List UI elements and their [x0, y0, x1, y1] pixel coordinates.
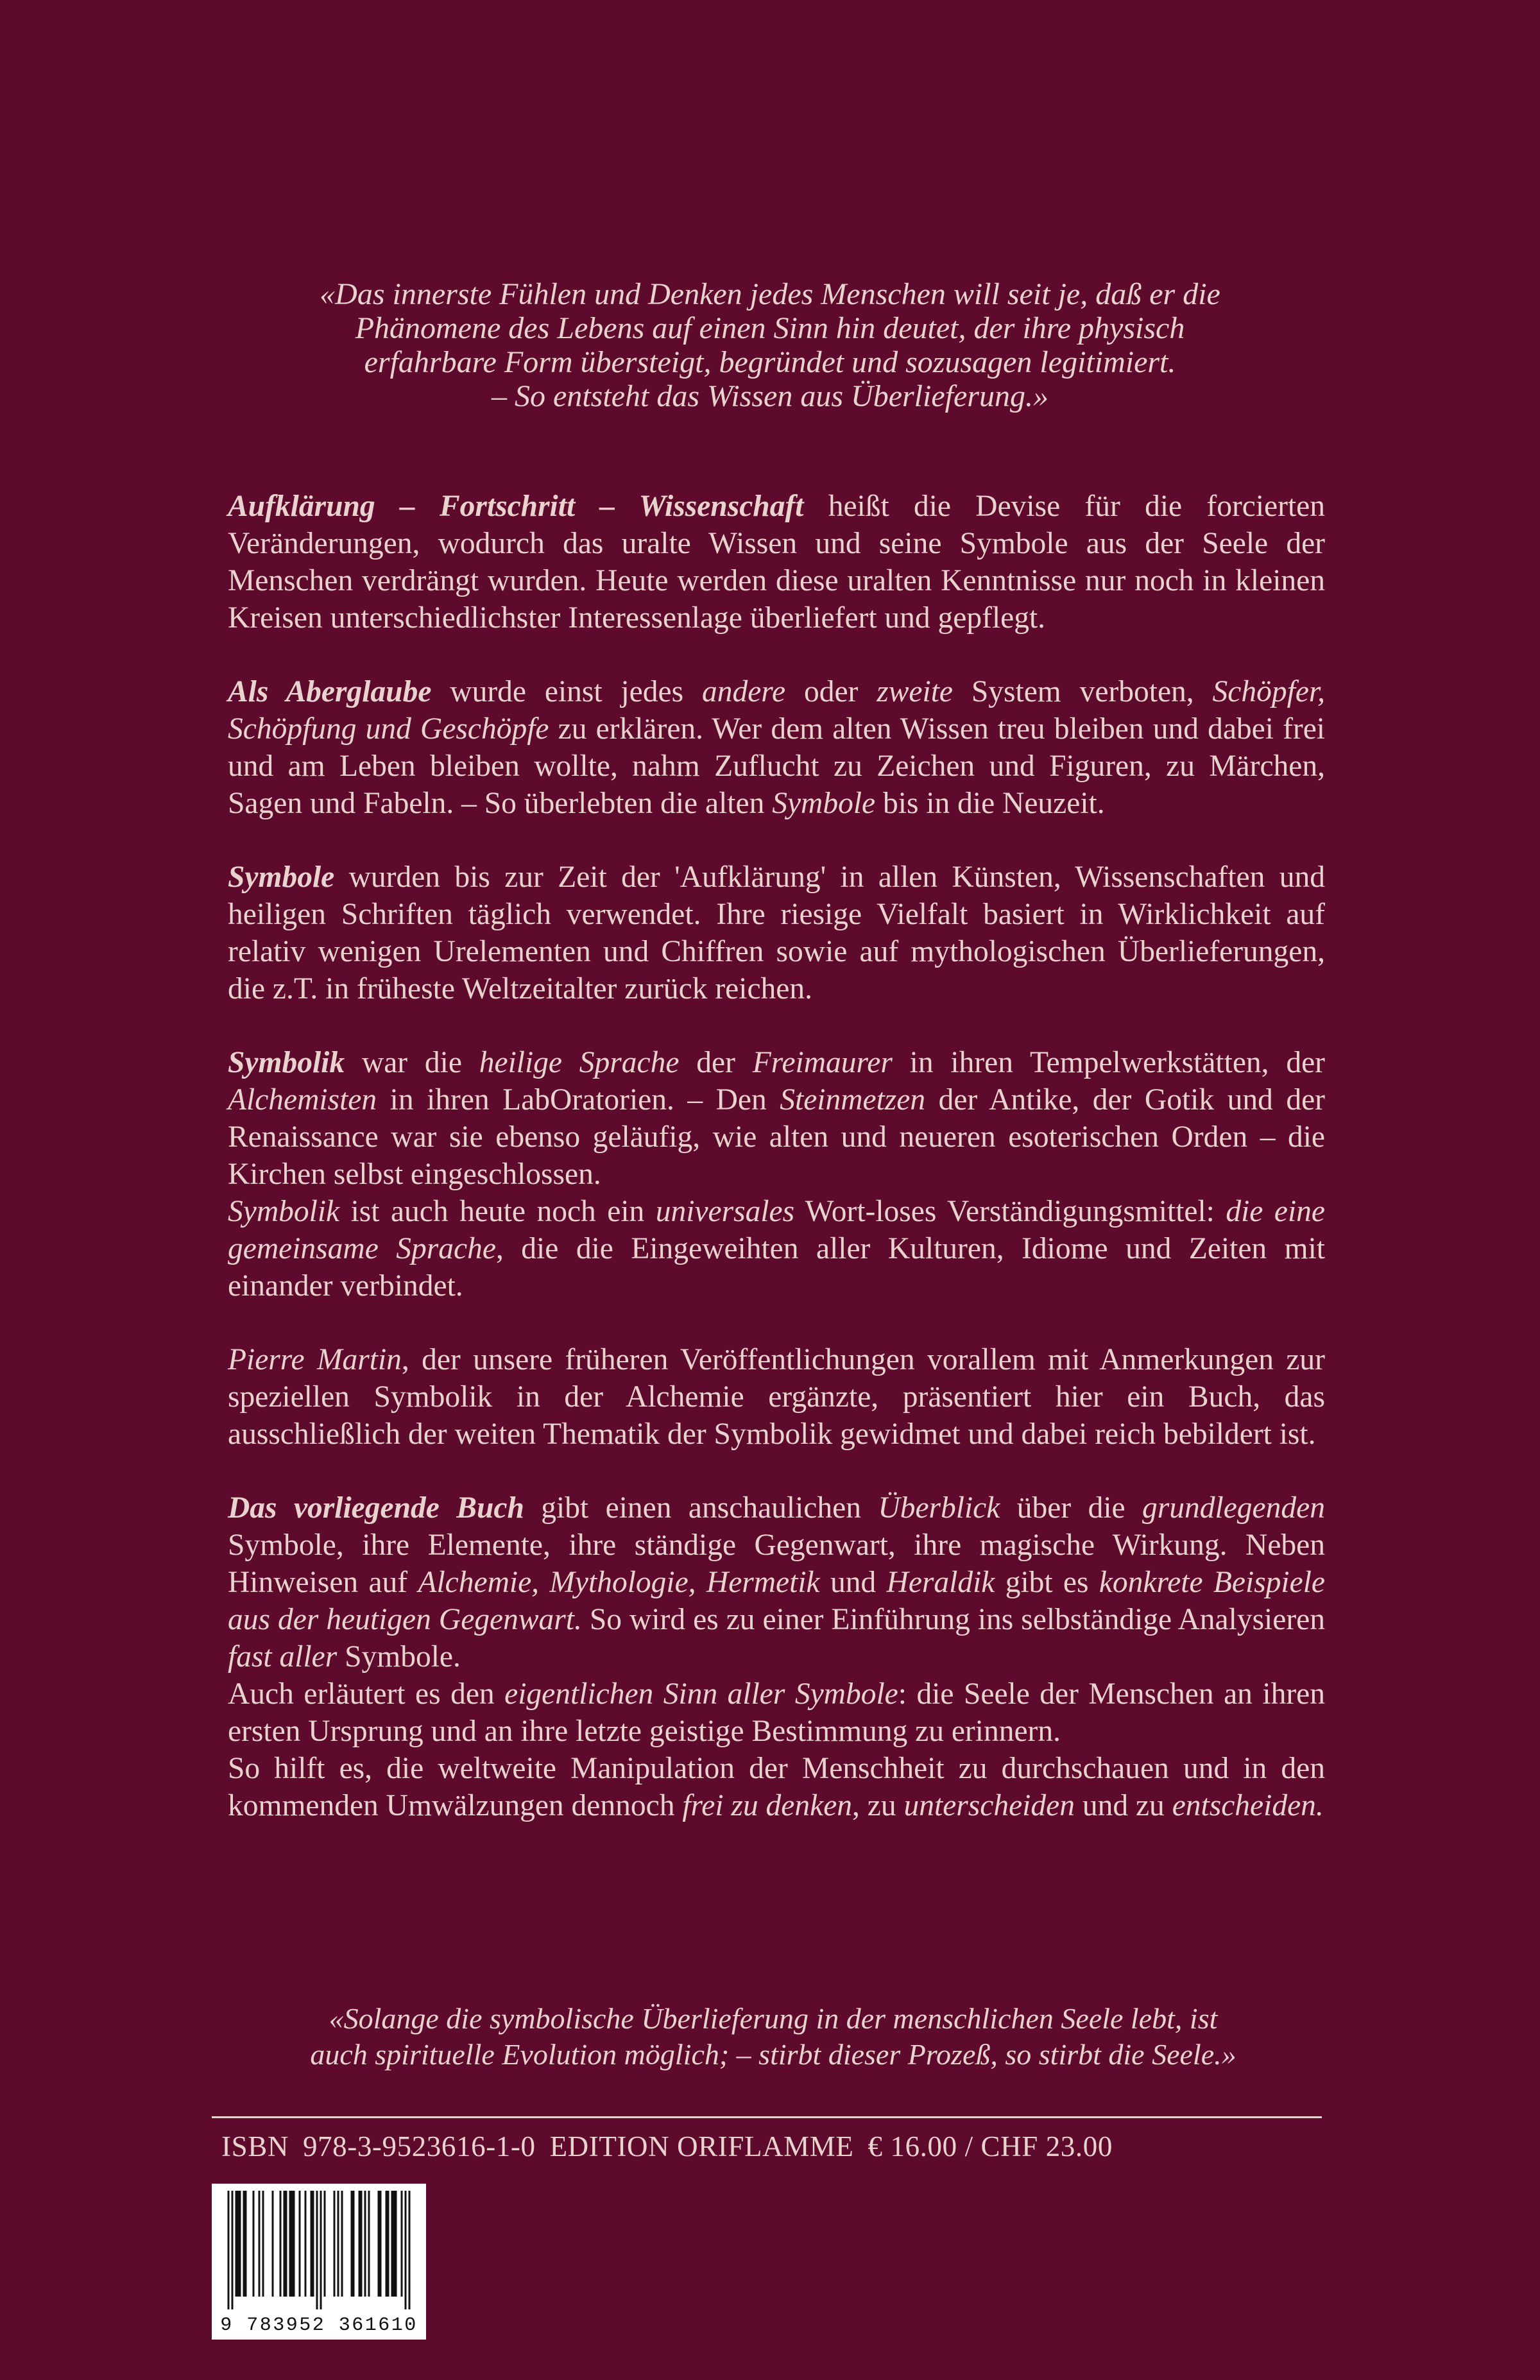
paragraph-lead: Symbole [228, 860, 335, 894]
emphasis: Freimaurer [752, 1046, 893, 1079]
publisher-name: EDITION ORIFLAMME [549, 2130, 854, 2162]
paragraph-superstition [228, 673, 1325, 822]
opening-quote [228, 277, 1312, 413]
barcode-bar [368, 2191, 370, 2297]
barcode-bar [334, 2191, 336, 2297]
barcode-bar [386, 2191, 388, 2297]
paragraph-text: Symbole. [337, 1640, 461, 1674]
paragraph-text: So hilft es, die weltweite Manipulation der Menschheit zu durchschauen und in den kommenden Umwälzungen dennoch [228, 1752, 1325, 1822]
paragraph-text: der [679, 1046, 753, 1079]
paragraph-text: bis in die Neuzeit. [875, 787, 1105, 820]
barcode-bar [293, 2191, 295, 2297]
paragraph-text: Symbole, ihre Elemente, ihre ständige Gegenwart, ihre magische Wirkung. Neben Hinweisen auf [228, 1528, 1325, 1599]
closing-quote-line: «Solange die symbolische Überlieferung in der menschlichen Seele lebt, ist [329, 2002, 1218, 2035]
paragraph-text: gibt einen anschaulichen [524, 1491, 878, 1525]
publication-info [221, 2127, 1325, 2166]
opening-quote-line: «Das innerste Fühlen und Denken jedes Menschen will seit je, daß er die [320, 277, 1220, 311]
paragraph-text: wurden bis zur Zeit der 'Aufklärung' in allen Künsten, Wissenschaften und heiligen Schriften täglich verwendet. Ihre riesige Vielfalt basiert in Wirklichkeit auf relativ wenigen Urelementen und Chiffren sowie auf mythologischen Überlieferungen, die z.T. in früheste Weltzeitalter zurück reichen. [228, 860, 1325, 1006]
paragraph-text: Auch erläutert es den [228, 1677, 505, 1711]
paragraph-text: und [819, 1566, 887, 1599]
paragraph-symbolism [228, 1044, 1325, 1193]
emphasis: konkrete Beispiele aus der heutigen Gegenwart. [228, 1566, 1325, 1636]
paragraph-text: , der unsere früheren Veröffentlichungen vorallem mit Anmerkungen zur speziellen Symbolik in der Alchemie ergänzte, präsentiert hier ein Buch, das ausschließlich der weiten Thematik der Symbolik gewidmet und dabei reich bebildert ist. [228, 1343, 1325, 1451]
emphasis: Alchemisten [228, 1083, 377, 1117]
closing-quote [218, 2001, 1328, 2073]
paragraph-text: : die Seele der Menschen an ihren ersten Ursprung und an ihre letzte geistige Bestimmung zu erinnern. [228, 1677, 1326, 1748]
paragraph-enlightenment [228, 488, 1325, 637]
barcode-bar [409, 2191, 411, 2309]
barcode-bar [324, 2191, 326, 2297]
barcode-bar [395, 2191, 397, 2297]
barcode-bars [221, 2191, 416, 2309]
paragraph-text: war die [345, 1046, 479, 1079]
barcode-bar [239, 2191, 241, 2297]
emphasis: fast aller [228, 1640, 338, 1674]
emphasis: Symbole [772, 787, 876, 820]
emphasis: Alchemie, Mythologie, Hermetik [418, 1566, 820, 1599]
paragraph-text: gibt es [995, 1566, 1099, 1599]
paragraph-lead: Aufklärung – Fortschritt – Wissenschaft [228, 490, 804, 523]
emphasis: Schöpfer, Schöpfung und Geschöpfe [228, 675, 1326, 746]
author-name: Pierre Martin [228, 1343, 402, 1376]
barcode-digits: 9 783952 361610 [220, 2315, 418, 2336]
paragraph-text: , zu [852, 1789, 904, 1822]
paragraph-manipulation [228, 1750, 1325, 1824]
barcode-bar [378, 2191, 380, 2297]
barcode-bar [311, 2191, 312, 2297]
barcode-bar [316, 2191, 318, 2309]
paragraph-author [228, 1341, 1325, 1453]
emphasis: universales [655, 1195, 795, 1228]
paragraph-lead: Das vorliegende Buch [228, 1491, 524, 1525]
paragraph-text: Wort-loses Verständigungsmittel: [794, 1195, 1226, 1228]
barcode-bar [245, 2191, 247, 2297]
paragraph-text: in ihren Tempelwerkstätten, der [892, 1046, 1325, 1079]
barcode-bar [401, 2191, 403, 2297]
emphasis: die eine gemeinsame Sprache [228, 1195, 1325, 1265]
paragraph-text: der Antike, der Gotik und der Renaissance war sie ebenso geläufig, wie alten und neueren esoterischen Orden – die Kirchen selbst eingeschlossen. [228, 1083, 1326, 1191]
blurb-body [228, 488, 1325, 1861]
barcode-bar [359, 2191, 361, 2297]
paragraph-text: heißt die Devise für die forcierten Veränderungen, wodurch das uralte Wissen und seine Symbole aus der Seele der Menschen verdrängt wurden. Heute werden diese uralten Kenntnisse nur noch in kleinen Kreisen unterschiedlichster Interessenlage überliefert und gepflegt. [228, 490, 1325, 635]
barcode-bar [286, 2191, 287, 2297]
paragraph-text: So wird es zu einer Einführung ins selbständige Analysieren [581, 1603, 1325, 1636]
barcode-bar [338, 2191, 339, 2297]
barcode-bar [235, 2191, 237, 2297]
paragraph-text: und zu [1074, 1789, 1172, 1822]
barcode-bar [259, 2191, 261, 2297]
isbn-number: 978-3-9523616-1-0 [302, 2130, 536, 2162]
emphasis: grundlegenden [1142, 1491, 1325, 1525]
barcode-bar [341, 2191, 343, 2297]
barcode-bar [361, 2191, 363, 2297]
barcode-bar [232, 2191, 234, 2309]
closing-quote-line: auch spirituelle Evolution möglich; – stirbt dieser Prozeß, so stirbt die Seele.» [310, 2038, 1236, 2071]
barcode-bar [280, 2191, 282, 2297]
paragraph-meaning [228, 1675, 1325, 1750]
divider-rule [212, 2116, 1322, 2118]
paragraph-text: ist auch heute noch ein [339, 1195, 656, 1228]
paragraph-lead: Als Aberglaube [228, 675, 432, 708]
paragraph-lead: Symbolik [228, 1046, 345, 1079]
paragraph-symbols [228, 859, 1325, 1007]
barcode-bar [243, 2191, 245, 2297]
barcode-bar [228, 2191, 230, 2309]
barcode-bar [289, 2191, 291, 2297]
barcode [212, 2184, 426, 2340]
barcode-bar [312, 2191, 314, 2297]
barcode-bar [388, 2191, 389, 2297]
paragraph-text: oder [785, 675, 877, 708]
opening-quote-line: – So entsteht das Wissen aus Überlieferung.» [492, 379, 1048, 413]
paragraph-text: System verboten, [952, 675, 1213, 708]
barcode-bar [380, 2191, 382, 2297]
emphasis: Überblick [878, 1491, 1000, 1525]
emphasis: Heraldik [886, 1566, 995, 1599]
barcode-bar [391, 2191, 393, 2297]
barcode-bar [353, 2191, 355, 2297]
barcode-bar [364, 2191, 366, 2297]
barcode-bar [405, 2191, 407, 2309]
price: € 16.00 / CHF 23.00 [868, 2130, 1113, 2162]
isbn-label: ISBN [221, 2130, 289, 2162]
emphasis: eigentlichen Sinn aller Symbole [504, 1677, 898, 1711]
barcode-bar [272, 2191, 274, 2297]
emphasis: entscheiden. [1172, 1789, 1324, 1822]
emphasis: unterscheiden [903, 1789, 1075, 1822]
paragraph-universal-language [228, 1193, 1325, 1305]
paragraph-text: in ihren LabOratorien. – Den [377, 1083, 780, 1117]
opening-quote-line: Phänomene des Lebens auf einen Sinn hin deutet, der ihre physisch [355, 311, 1185, 345]
barcode-bar [253, 2191, 255, 2297]
emphasis: heilige Sprache [479, 1046, 680, 1079]
barcode-bar [284, 2191, 286, 2297]
barcode-bar [305, 2191, 307, 2297]
barcode-bar [291, 2191, 293, 2297]
opening-quote-line: erfahrbare Form übersteigt, begründet und sozusagen legitimiert. [364, 345, 1176, 379]
emphasis: zweite [877, 675, 953, 708]
emphasis: Steinmetzen [780, 1083, 926, 1117]
emphasis: frei zu denken [682, 1789, 853, 1822]
paragraph-book [228, 1489, 1325, 1675]
barcode-bar [299, 2191, 301, 2297]
paragraph-text: , die die Eingeweihten aller Kulturen, Idiome und Zeiten mit einander verbindet. [228, 1232, 1326, 1303]
paragraph-text: wurde einst jedes [431, 675, 702, 708]
emphasis: Symbolik [228, 1195, 340, 1228]
barcode-bar [237, 2191, 239, 2297]
barcode-bar [262, 2191, 264, 2297]
barcode-bar [320, 2191, 322, 2309]
paragraph-text: über die [1000, 1491, 1143, 1525]
barcode-bar [393, 2191, 395, 2297]
emphasis: andere [701, 675, 786, 708]
barcode-bar [351, 2191, 353, 2297]
paragraph-text: zu erklären. Wer dem alten Wissen treu bleiben und dabei frei und am Leben bleiben wollte, nahm Zuflucht zu Zeichen und Figuren, zu Märchen, Sagen und Fabeln. – So überlebten die alten [228, 712, 1325, 820]
